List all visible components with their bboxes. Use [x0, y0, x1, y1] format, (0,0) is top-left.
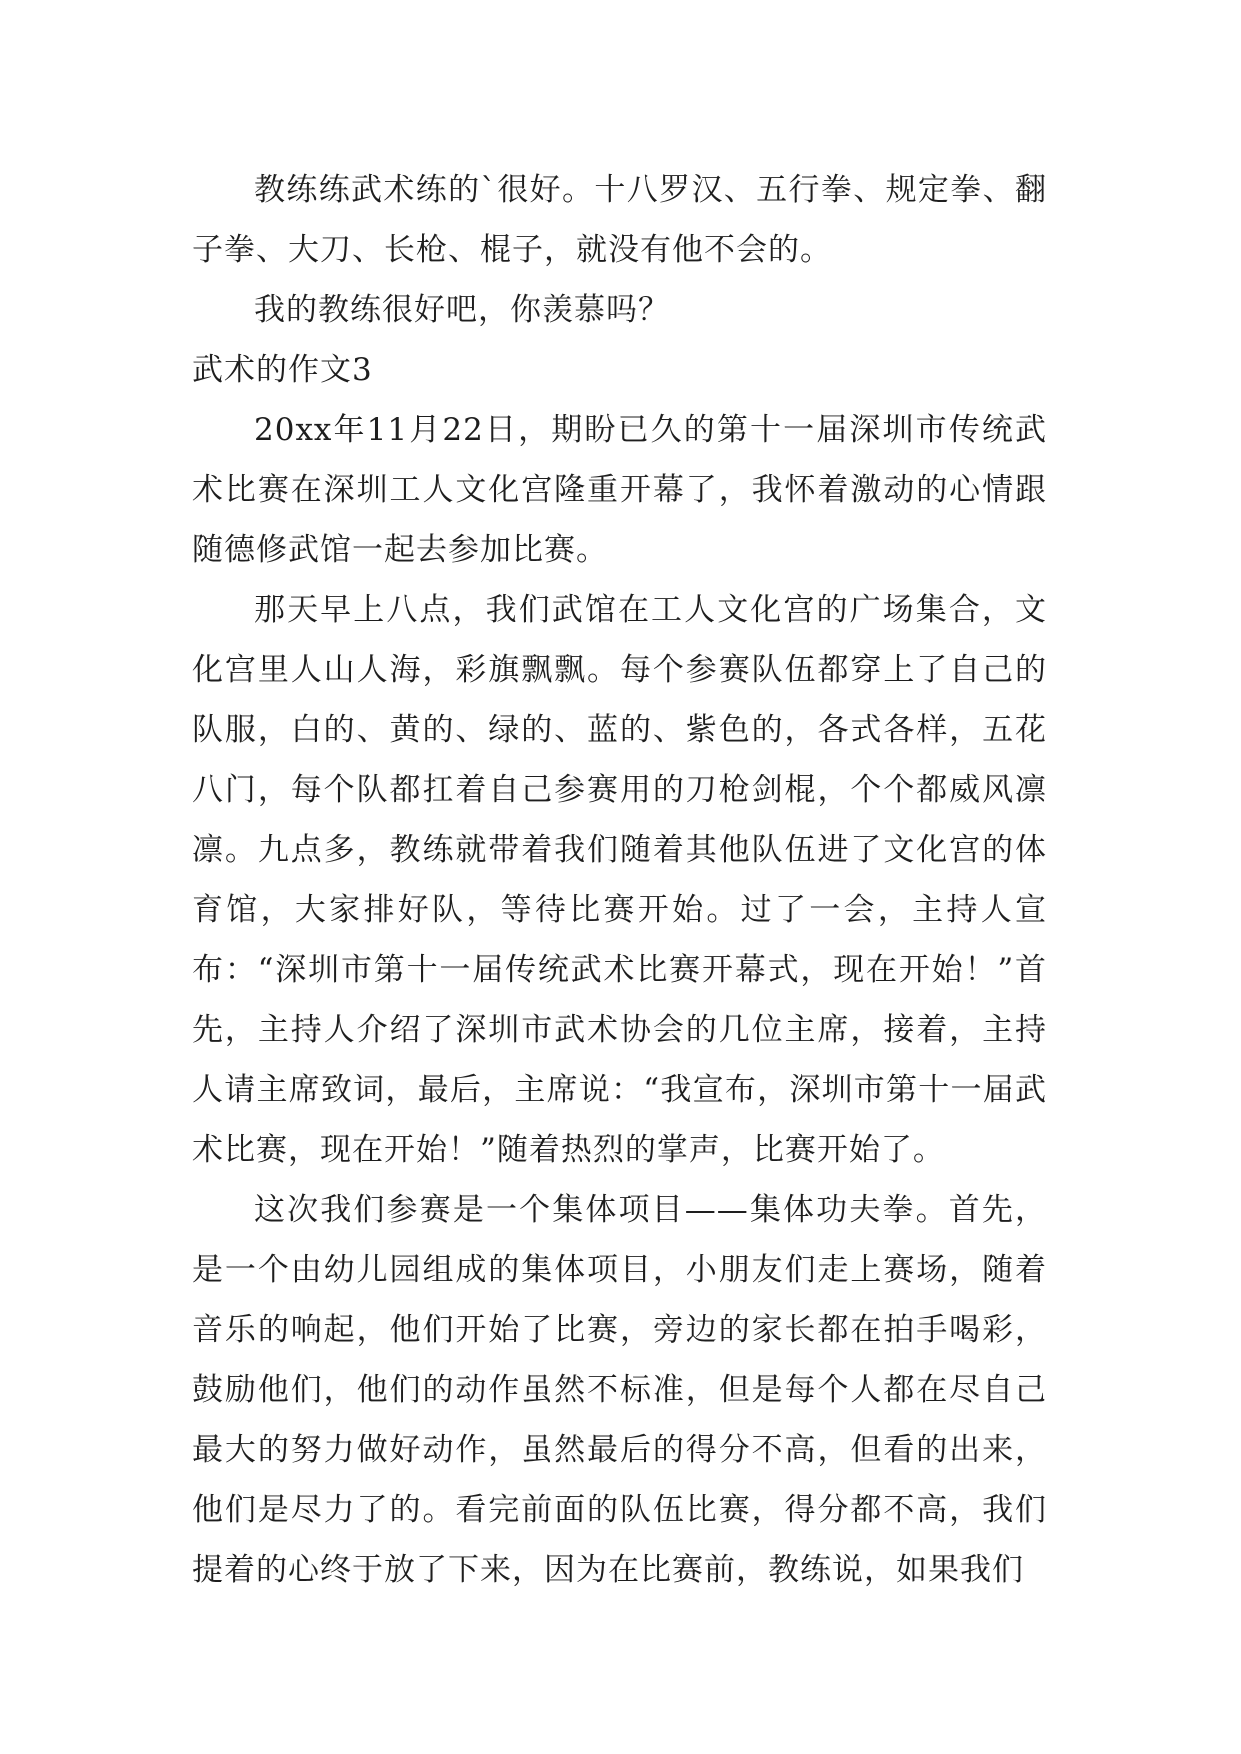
paragraph-envy-question: 我的教练很好吧，你羡慕吗？	[254, 292, 670, 328]
section-title: 武术的作文3	[192, 352, 373, 388]
paragraph-coach-skills: 教练练武术练的`很好。十八罗汉、五行拳、规定拳、翻子拳、大刀、长枪、棍子，就没有他不会的。	[192, 172, 1047, 268]
paragraph-competition-opening: 20xx年11月22日，期盼已久的第十一届深圳市传统武术比赛在深圳工人文化宫隆重开幕了，我怀着激动的心情跟随德修武馆一起去参加比赛。	[192, 412, 1047, 568]
document-page	[192, 160, 1047, 1600]
paragraph-group-event: 这次我们参赛是一个集体项目——集体功夫拳。首先，是一个由幼儿园组成的集体项目，小朋友们走上赛场，随着音乐的响起，他们开始了比赛，旁边的家长都在拍手喝彩，鼓励他们，他们的动作虽然不标准，但是每个人都在尽自己最大的努力做好动作，虽然最后的得分不高，但看的出来，他们是尽力了的。看完前面的队伍比赛，得分都不高，我们提着的心终于放了下来，因为在比赛前，教练说，如果我们	[192, 1192, 1047, 1588]
paragraph-morning-gathering: 那天早上八点，我们武馆在工人文化宫的广场集合，文化宫里人山人海，彩旗飘飘。每个参赛队伍都穿上了自己的队服，白的、黄的、绿的、蓝的、紫色的，各式各样，五花八门，每个队都扛着自己参赛用的刀枪剑棍，个个都威风凛凛。九点多，教练就带着我们随着其他队伍进了文化宫的体育馆，大家排好队，等待比赛开始。过了一会，主持人宣布：“深圳市第十一届传统武术比赛开幕式，现在开始！”首先，主持人介绍了深圳市武术协会的几位主席，接着，主持人请主席致词，最后，主席说：“我宣布，深圳市第十一届武术比赛，现在开始！”随着热烈的掌声，比赛开始了。	[192, 592, 1047, 1168]
